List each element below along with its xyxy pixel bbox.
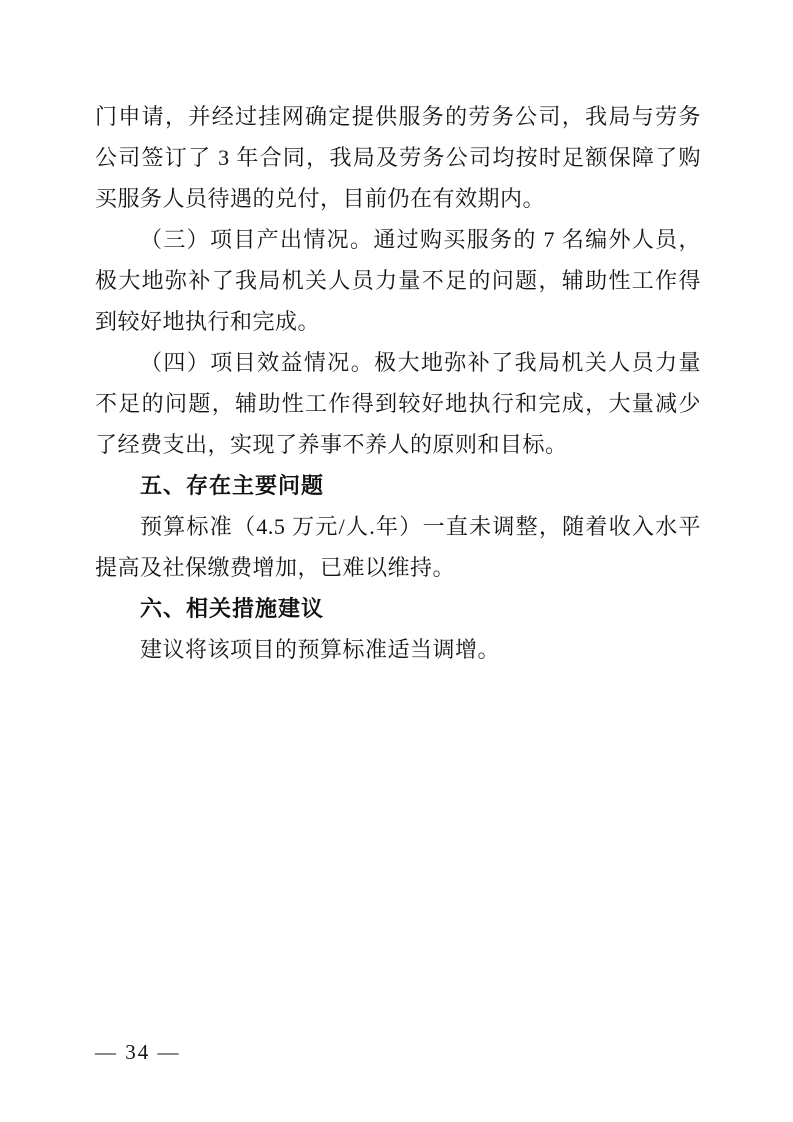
section-heading-suggestions: 六、相关措施建议: [140, 596, 325, 621]
paragraph-project-benefit: （四）项目效益情况。极大地弥补了我局机关人员力量不足的问题，辅助性工作得到较好地执行和完成，大量减少了经费支出，实现了养事不养人的原则和目标。: [95, 350, 701, 457]
section-heading-main-problems: 五、存在主要问题: [140, 473, 325, 498]
page-number: — 34 —: [95, 1040, 181, 1064]
paragraph-continuation: 门申请，并经过挂网确定提供服务的劳务公司，我局与劳务公司签订了 3 年合同，我局及劳务公司均按时足额保障了购买服务人员待遇的兑付，目前仍在有效期内。: [95, 104, 701, 211]
paragraph-suggestion: 建议将该项目的预算标准适当调增。: [140, 637, 501, 662]
paragraph-project-output: （三）项目产出情况。通过购买服务的 7 名编外人员，极大地弥补了我局机关人员力量不足的问题，辅助性工作得到较好地执行和完成。: [95, 227, 701, 334]
paragraph-budget-standard: 预算标准（4.5 万元/人.年）一直未调整，随着收入水平提高及社保缴费增加，已难以维持。: [95, 514, 701, 580]
document-body: [95, 96, 701, 670]
